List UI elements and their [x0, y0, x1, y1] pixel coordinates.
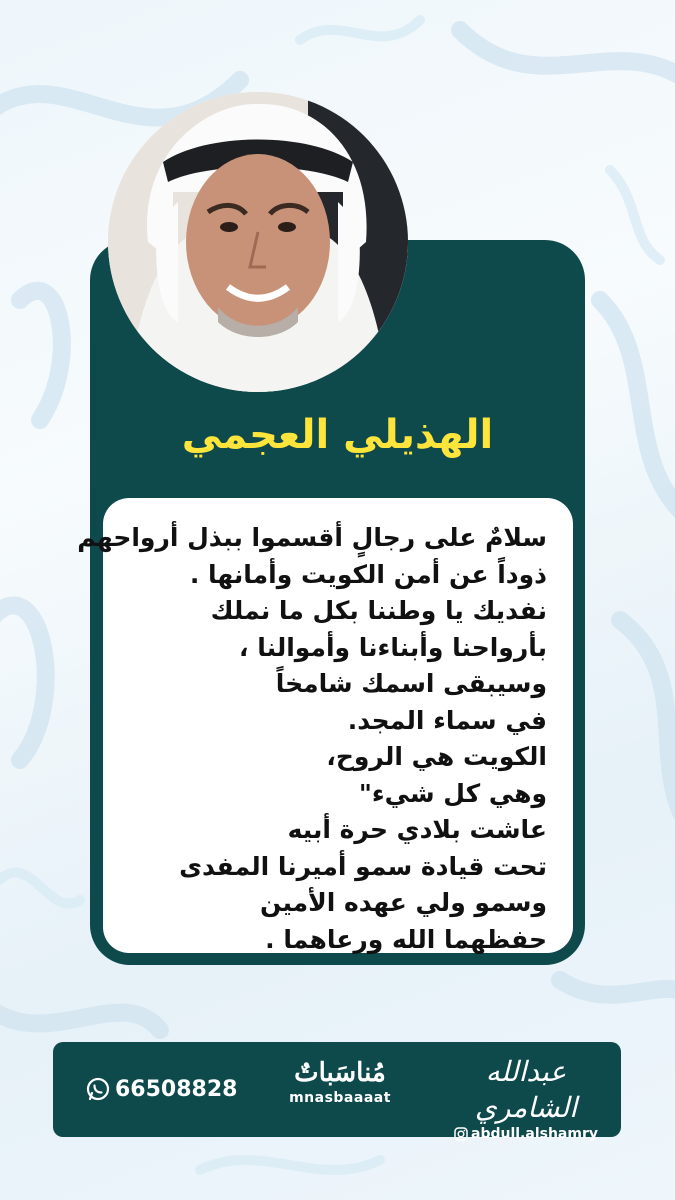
author-signature [451, 1054, 601, 1142]
poem-line: وهي كل شيء" [358, 778, 547, 808]
avatar [108, 92, 408, 392]
author-handle-text: abdull.alshamry [471, 1126, 598, 1142]
author-handle[interactable] [451, 1126, 601, 1142]
poem-line: تحت قيادة سمو أميرنا المفدى [179, 851, 547, 881]
instagram-icon [454, 1127, 468, 1141]
whatsapp-icon [85, 1076, 111, 1102]
poem-line: نفديك يا وطننا بكل ما نملك [210, 596, 547, 625]
phone-contact[interactable] [85, 1076, 237, 1102]
brand-logo [275, 1058, 405, 1106]
poem-text [77, 520, 547, 958]
person-name: الهذيلي العجمي [181, 412, 494, 458]
poem-line: الكويت هي الروح، [326, 742, 547, 771]
poem-panel [77, 498, 573, 954]
poem-line: حفظهما الله ورعاهما . [265, 924, 547, 954]
poem-line: وسيبقى اسمك شامخاً [275, 669, 547, 698]
phone-number: 66508828 [115, 1076, 238, 1102]
poem-line: وسمو ولي عهده الأمين [259, 888, 547, 917]
poem-line: سلامٌ على رجالٍ أقسموا ببذل أرواحهم [77, 523, 547, 552]
portrait-image [108, 92, 408, 392]
poem-line: بأرواحنا وأبناءنا وأموالنا ، [239, 632, 547, 662]
poem-line: عاشت بلادي حرة أبيه [287, 815, 547, 844]
brand-name-arabic: مُناسَباتٌ [294, 1058, 386, 1088]
author-name-arabic: عبدالله الشامري [474, 1055, 578, 1124]
brand-name-latin: mnasbaaaat [289, 1090, 391, 1106]
poem-line: ذوداً عن أمن الكويت وأمانها . [189, 559, 547, 589]
poem-line: في سماء المجد. [347, 705, 547, 735]
footer-bar [53, 1042, 621, 1142]
